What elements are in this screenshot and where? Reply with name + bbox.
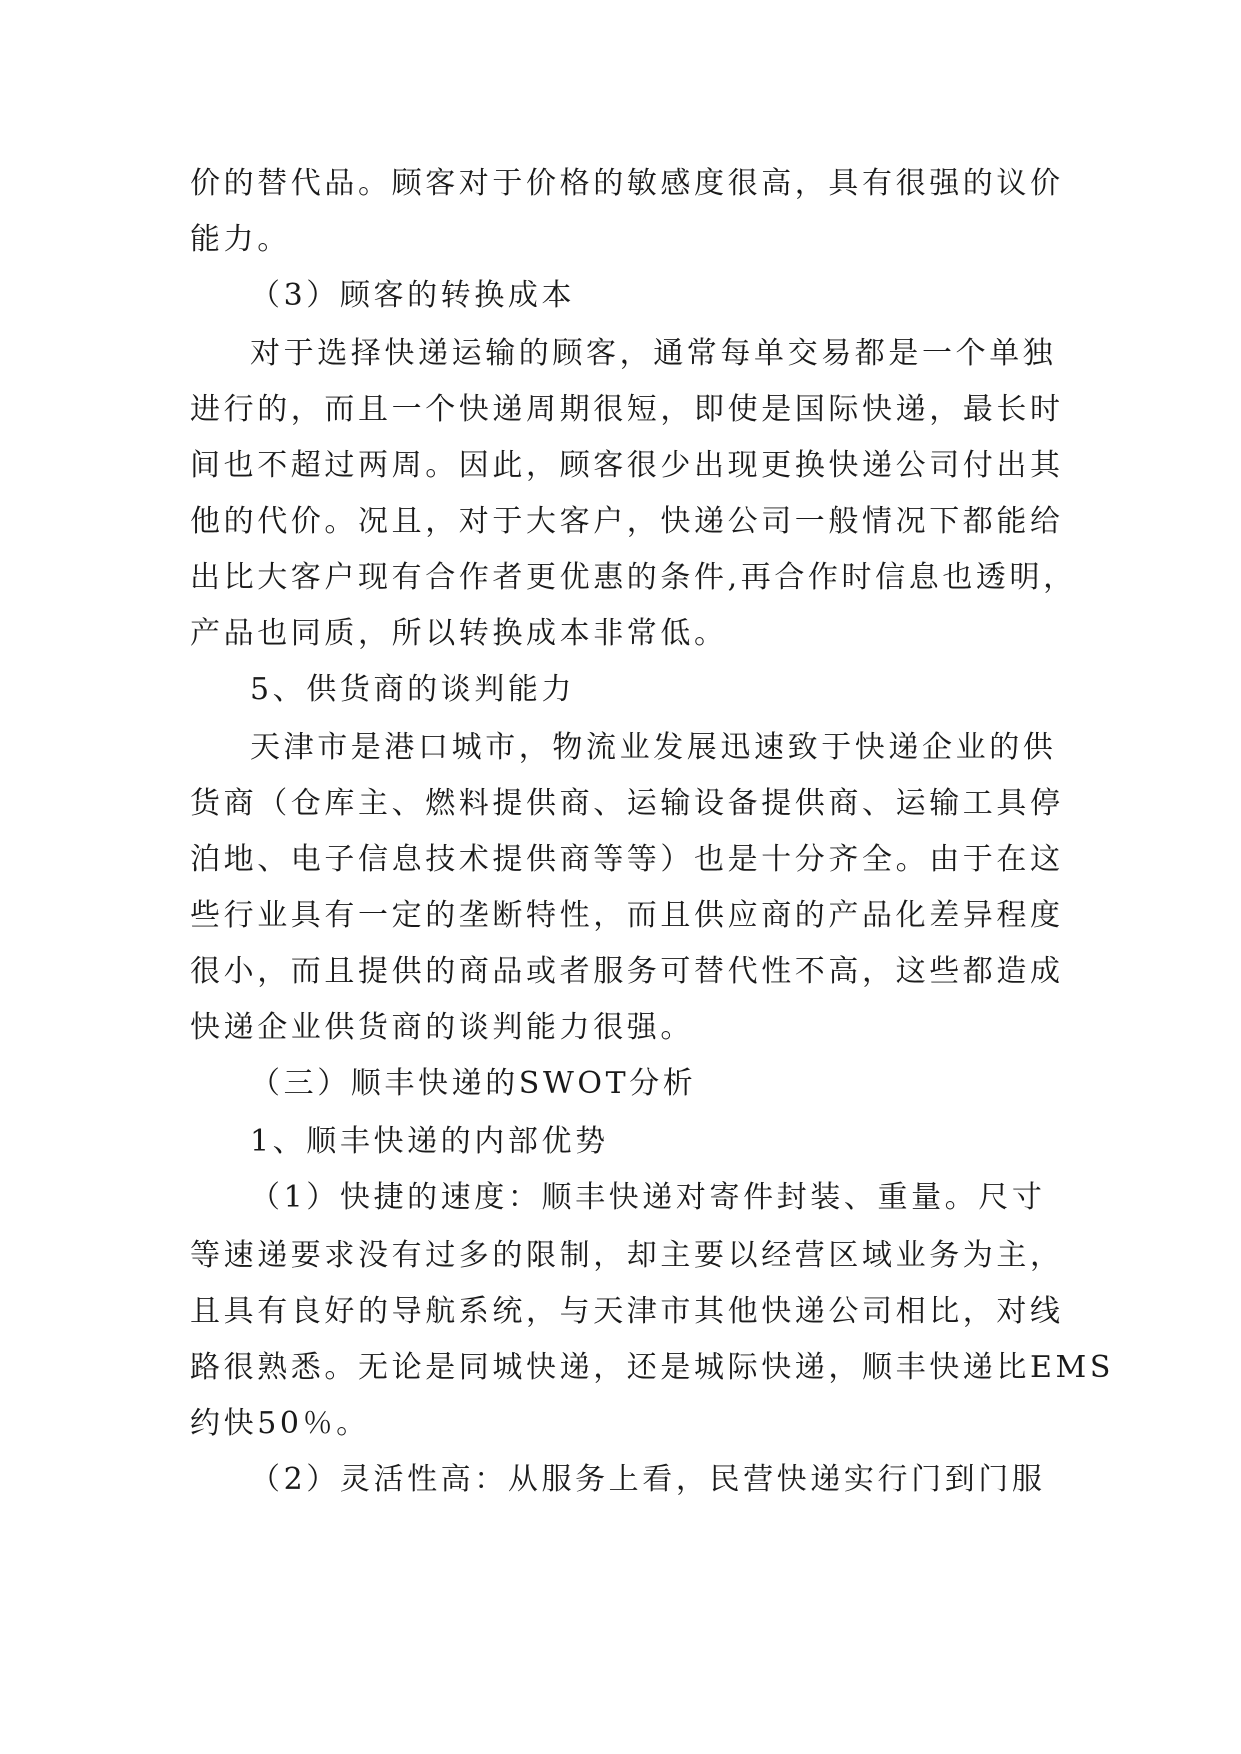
paragraph-first-line: （1）快捷的速度：顺丰快递对寄件封装、重量。尺寸 bbox=[250, 1180, 1046, 1215]
section-heading: 5、供货商的谈判能力 bbox=[250, 672, 576, 707]
body-text-line: 货商（仓库主、燃料提供商、运输设备提供商、运输工具停 bbox=[190, 786, 1064, 821]
body-text-line: 间也不超过两周。因此，顾客很少出现更换快递公司付出其 bbox=[190, 448, 1064, 483]
subsection-heading: 1、顺丰快递的内部优势 bbox=[250, 1124, 609, 1159]
body-text-line: 很小，而且提供的商品或者服务可替代性不高，这些都造成 bbox=[190, 954, 1064, 989]
paragraph-first-line: （2）灵活性高：从服务上看，民营快递实行门到门服 bbox=[250, 1462, 1046, 1497]
body-text-line: 能力。 bbox=[190, 222, 291, 257]
body-text-line: 价的替代品。顾客对于价格的敏感度很高，具有很强的议价 bbox=[190, 166, 1064, 201]
body-text-line: 进行的，而且一个快递周期很短，即使是国际快递，最长时 bbox=[190, 392, 1064, 427]
body-text-line: 路很熟悉。无论是同城快递，还是城际快递，顺丰快递比EMS bbox=[190, 1350, 1114, 1385]
body-text-line: 产品也同质，所以转换成本非常低。 bbox=[190, 616, 728, 651]
body-text-line: 约快50％。 bbox=[190, 1406, 370, 1441]
section-heading: （三）顺丰快递的SWOT分析 bbox=[250, 1066, 697, 1101]
body-text-line: 出比大客户现有合作者更优惠的条件,再合作时信息也透明， bbox=[190, 560, 1077, 595]
body-text-line: 泊地、电子信息技术提供商等等）也是十分齐全。由于在这 bbox=[190, 842, 1064, 877]
body-text-line: 且具有良好的导航系统，与天津市其他快递公司相比，对线 bbox=[190, 1294, 1064, 1329]
body-text-line: 他的代价。况且，对于大客户，快递公司一般情况下都能给 bbox=[190, 504, 1064, 539]
paragraph-first-line: 对于选择快递运输的顾客，通常每单交易都是一个单独 bbox=[250, 336, 1057, 371]
body-text-line: 等速递要求没有过多的限制，却主要以经营区域业务为主， bbox=[190, 1238, 1064, 1273]
body-text-line: 些行业具有一定的垄断特性，而且供应商的产品化差异程度 bbox=[190, 898, 1064, 933]
subsection-heading: （3）顾客的转换成本 bbox=[250, 278, 576, 313]
body-text-line: 快递企业供货商的谈判能力很强。 bbox=[190, 1010, 694, 1045]
paragraph-first-line: 天津市是港口城市，物流业发展迅速致于快递企业的供 bbox=[250, 730, 1057, 765]
